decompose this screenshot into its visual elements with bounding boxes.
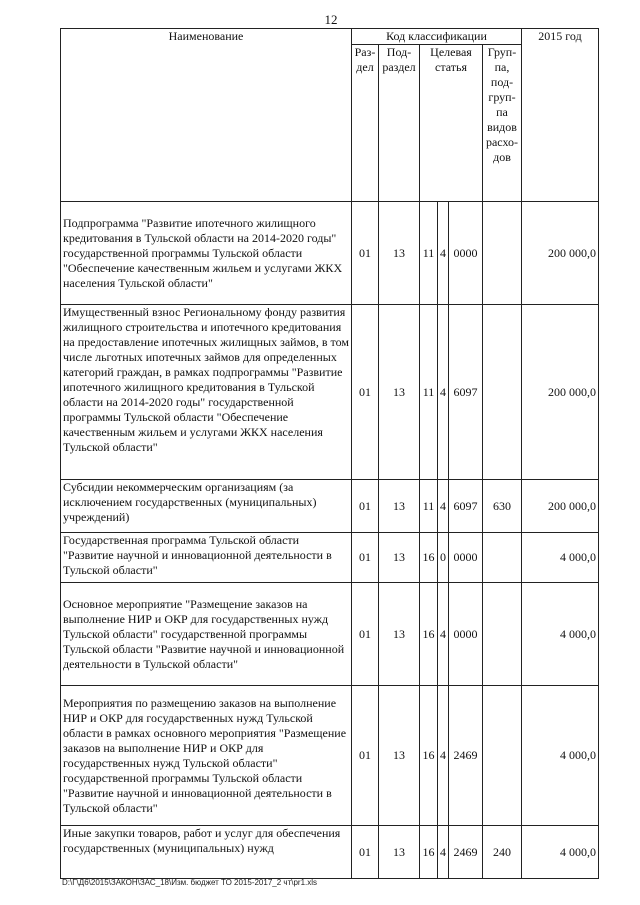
footer-file-path: D:\Г\Д6\2015\ЗАКОН\ЗАС_18\Изм. бюджет ТО 2015-2017_2 чт\pr1.xls [62,878,318,887]
row-razdel: 01 [352,480,379,533]
table-row [61,533,599,583]
row-vr [483,583,522,686]
row-cs1: 16 [420,686,438,826]
row-cs2: 4 [438,202,449,305]
row-cs3: 0000 [449,533,483,583]
row-name: Государственная программа Тульской области "Развитие научной и инновационной деятельности в Тульской области" [61,533,352,583]
table-row [61,305,599,480]
row-amount: 4 000,0 [522,583,599,686]
page-number: 12 [324,12,338,27]
header-year: 2015 год [522,29,599,202]
row-name: Подпрограмма "Развитие ипотечного жилищного кредитования в Тульской области на 2014-2020 годы" государственной программы Тульской области "Обеспечение качественным жильем и услугами ЖКХ населения Тульской области" [61,202,352,305]
row-cs3: 2469 [449,826,483,879]
row-razdel: 01 [352,826,379,879]
table-row [61,583,599,686]
row-amount: 4 000,0 [522,686,599,826]
row-cs1: 11 [420,202,438,305]
row-podrazdel: 13 [379,826,420,879]
row-cs2: 4 [438,826,449,879]
row-amount: 200 000,0 [522,480,599,533]
row-razdel: 01 [352,583,379,686]
table-row [61,686,599,826]
row-name: Субсидии некоммерческим организациям (за исключением государственных (муниципальных) учреждений) [61,480,352,533]
row-cs3: 6097 [449,305,483,480]
row-vr [483,533,522,583]
header-code-group: Код классификации [352,29,522,45]
row-cs1: 11 [420,305,438,480]
row-cs1: 16 [420,533,438,583]
row-cs2: 4 [438,583,449,686]
row-podrazdel: 13 [379,480,420,533]
row-vr [483,686,522,826]
row-amount: 4 000,0 [522,826,599,879]
row-podrazdel: 13 [379,305,420,480]
row-razdel: 01 [352,533,379,583]
row-amount: 4 000,0 [522,533,599,583]
row-podrazdel: 13 [379,686,420,826]
row-razdel: 01 [352,686,379,826]
header-target-article: Целевая статья [420,45,483,202]
row-podrazdel: 13 [379,202,420,305]
row-cs3: 6097 [449,480,483,533]
row-vr [483,202,522,305]
header-subsection: Под- раздел [379,45,420,202]
header-name: Наименование [61,29,352,202]
row-vr [483,305,522,480]
row-cs1: 16 [420,583,438,686]
row-razdel: 01 [352,305,379,480]
row-podrazdel: 13 [379,533,420,583]
table-row [61,826,599,879]
row-cs1: 16 [420,826,438,879]
header-section: Раз- дел [352,45,379,202]
row-name: Основное мероприятие "Размещение заказов на выполнение НИР и ОКР для государственных нужд Тульской области" государственной программы Тульской области "Развитие научной и инновационной деятельности в Тульской области" [61,583,352,686]
row-cs3: 0000 [449,202,483,305]
row-amount: 200 000,0 [522,202,599,305]
budget-table [60,28,599,879]
table-row [61,480,599,533]
row-podrazdel: 13 [379,583,420,686]
row-vr: 630 [483,480,522,533]
row-razdel: 01 [352,202,379,305]
row-name: Имущественный взнос Региональному фонду развития жилищного строительства и ипотечного кредитования на предоставление ипотечных жилищных займов, в том числе льготных ипотечных займов для определенных категорий граждан, в рамках подпрограммы "Развитие ипотечного жилищного кредитования в Тульской области на 2014-2020 годы" государственной программы Тульской области "Обеспечение качественным жильем и услугами ЖКХ населения Тульской области" [61,305,352,480]
header-expense-group: Груп- па, под- груп- па видов расхо- дов [483,45,522,202]
row-cs3: 0000 [449,583,483,686]
row-cs1: 11 [420,480,438,533]
row-cs2: 4 [438,305,449,480]
row-cs2: 4 [438,686,449,826]
row-amount: 200 000,0 [522,305,599,480]
row-cs2: 4 [438,480,449,533]
row-name: Иные закупки товаров, работ и услуг для обеспечения государственных (муниципальных) нужд [61,826,352,879]
row-cs3: 2469 [449,686,483,826]
table-row [61,202,599,305]
row-vr: 240 [483,826,522,879]
row-cs2: 0 [438,533,449,583]
row-name: Мероприятия по размещению заказов на выполнение НИР и ОКР для государственных нужд Тульской области в рамках основного мероприятия "Размещение заказов на выполнение НИР и ОКР для государственных нужд Тульской области" государственной программы Тульской области "Развитие научной и инновационной деятельности в Тульской области" [61,686,352,826]
